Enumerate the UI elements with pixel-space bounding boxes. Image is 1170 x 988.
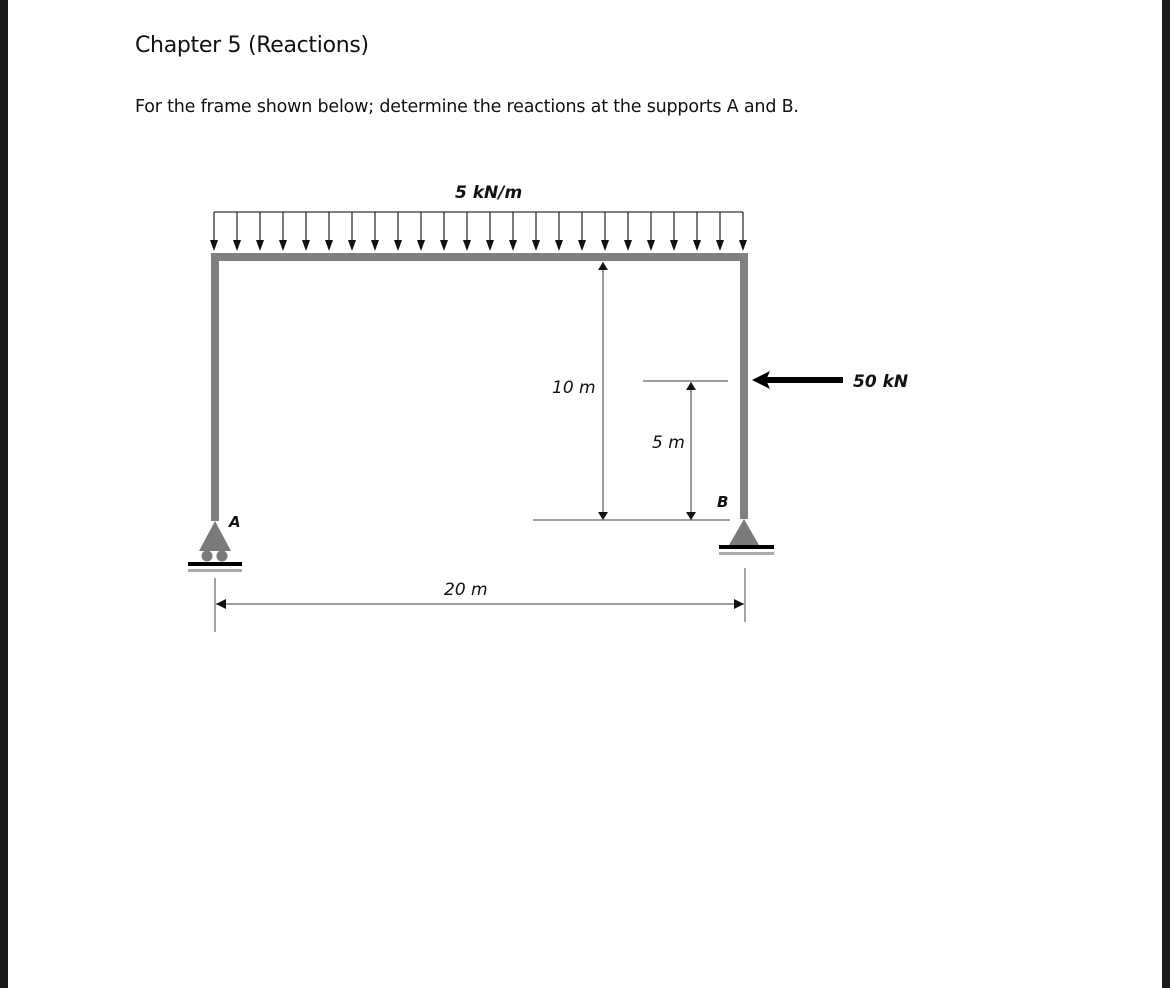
distributed-load-label: 5 kN/m (455, 183, 523, 203)
load-arrow-icon (256, 240, 264, 251)
load-arrow-icon (233, 240, 241, 251)
load-arrow-icon (463, 240, 471, 251)
distributed-load (210, 212, 747, 251)
support-a-label: A (229, 513, 241, 531)
load-arrow-icon (670, 240, 678, 251)
beam (211, 253, 748, 261)
load-arrow-icon (578, 240, 586, 251)
support-b-pin (719, 519, 774, 555)
load-arrow-icon (417, 240, 425, 251)
frame (211, 253, 748, 521)
load-arrow-icon (302, 240, 310, 251)
dimension-span-label: 20 m (444, 580, 488, 600)
support-b-label: B (717, 493, 729, 511)
load-arrow-icon (624, 240, 632, 251)
load-arrow-icon (532, 240, 540, 251)
point-load-arrow (752, 371, 843, 389)
load-arrow-icon (348, 240, 356, 251)
point-load-label: 50 kN (853, 372, 909, 392)
load-arrow-icon (210, 240, 218, 251)
load-arrow-icon (371, 240, 379, 251)
dimension-height-label: 10 m (552, 378, 596, 398)
load-arrow-icon (693, 240, 701, 251)
dimension-span-20m (215, 568, 745, 632)
load-arrow-icon (716, 240, 724, 251)
dimension-load-height-label: 5 m (652, 433, 685, 453)
load-arrow-icon (325, 240, 333, 251)
chapter-title: Chapter 5 (Reactions) (135, 33, 369, 58)
problem-statement: For the frame shown below; determine the reactions at the supports A and B. (135, 97, 799, 117)
load-arrow-icon (279, 240, 287, 251)
load-arrow-icon (486, 240, 494, 251)
load-arrows (210, 212, 747, 251)
load-arrow-icon (601, 240, 609, 251)
column-b (740, 253, 748, 519)
column-a (211, 253, 219, 521)
load-arrow-icon (509, 240, 517, 251)
load-arrow-icon (440, 240, 448, 251)
load-arrow-icon (647, 240, 655, 251)
load-arrow-icon (394, 240, 402, 251)
load-arrow-icon (739, 240, 747, 251)
load-arrow-icon (555, 240, 563, 251)
